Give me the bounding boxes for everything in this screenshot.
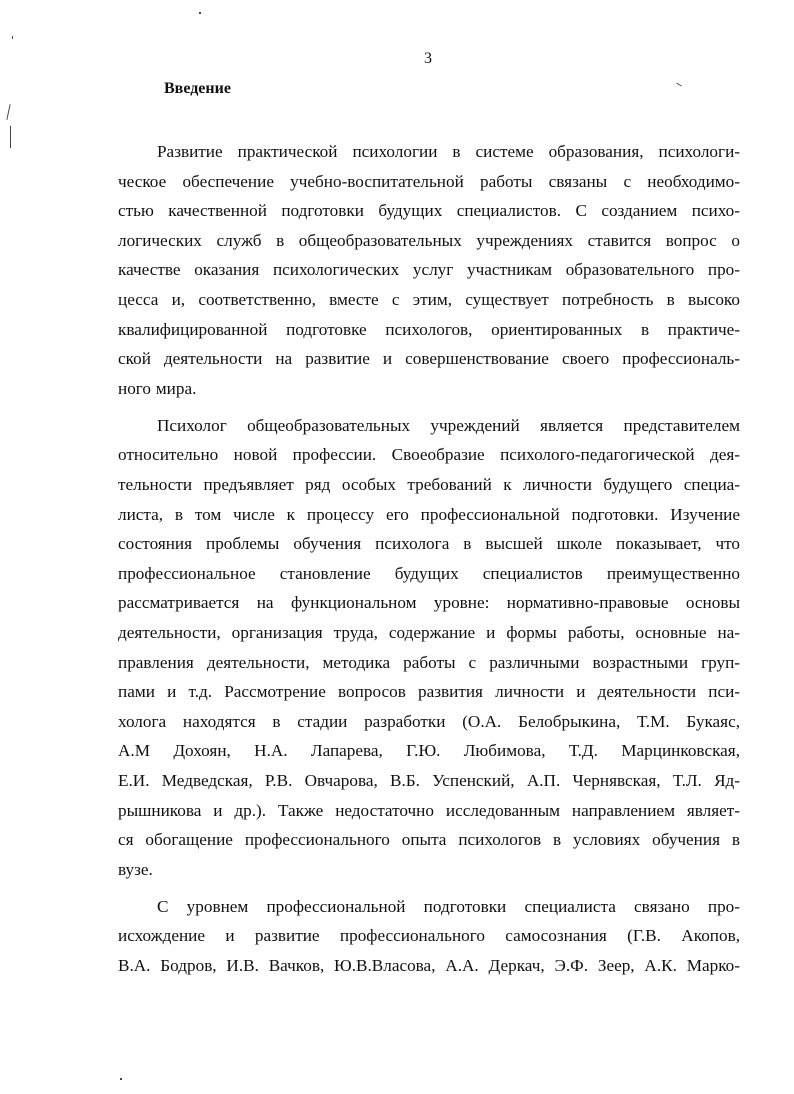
text-line: пами и т.д. Рассмотрение вопросов развития личности и деятельности пси-: [118, 682, 740, 702]
text-line: профессиональное становление будущих специалистов преимущественно: [118, 563, 740, 583]
text-line: Е.И. Медведская, Р.В. Овчарова, В.Б. Успенский, А.П. Чернявская, Т.Л. Яд-: [118, 770, 740, 790]
paragraph-3: [118, 892, 740, 981]
text-line: правления деятельности, методика работы с различными возрастными груп-: [118, 652, 740, 672]
text-line: цесса и, соответственно, вместе с этим, существует потребность в высоко: [118, 289, 740, 309]
scan-speck: [10, 126, 11, 148]
text-line: логических служб в общеобразовательных учреждениях ставится вопрос о: [118, 230, 740, 250]
text-line: ческое обеспечение учебно-воспитательной работы связаны с необходимо-: [118, 171, 740, 191]
text-line: ного мира.: [118, 378, 197, 398]
text-line: ся обогащение профессионального опыта психологов в условиях обучения в: [118, 830, 740, 850]
text-line: вузе.: [118, 859, 153, 879]
text-line: ской деятельности на развитие и совершенствование своего профессиональ-: [118, 349, 740, 369]
scan-speck: [12, 36, 13, 39]
text-line: качестве оказания психологических услуг участникам образовательного про-: [118, 260, 740, 280]
text-line: квалифицированной подготовке психологов, ориентированных в практиче-: [118, 319, 740, 339]
text-line: Развитие практической психологии в системе образования, психологи-: [157, 142, 740, 161]
text-line: А.М Дохоян, Н.А. Лапарева, Г.Ю. Любимова, Т.Д. Марцинковская,: [118, 741, 740, 761]
text-line: С уровнем профессиональной подготовки специалиста связано про-: [157, 896, 740, 916]
paragraph-2: [118, 411, 740, 885]
text-line: состояния проблемы обучения психолога в высшей школе показывает, что: [118, 534, 740, 554]
scan-speck: [6, 104, 10, 120]
scan-speck: [676, 83, 682, 87]
text-line: Психолог общеобразовательных учреждений является представителем: [157, 415, 740, 435]
text-line: холога находятся в стадии разработки (О.А. Белобрыкина, Т.М. Букаяс,: [118, 711, 740, 731]
paragraph-1: [118, 137, 740, 403]
text-line: рышникова и др.). Также недостаточно исследованным направлением являет-: [118, 800, 740, 820]
text-line: исхождение и развитие профессионального самосознания (Г.В. Акопов,: [118, 926, 740, 946]
text-line: деятельности, организация труда, содержание и формы работы, основные на-: [118, 623, 740, 642]
text-line: листа, в том числе к процессу его профессиональной подготовки. Изучение: [118, 504, 740, 524]
scan-speck: [199, 12, 201, 14]
scan-speck: [120, 1078, 122, 1080]
text-line: рассматривается на функциональном уровне: нормативно-правовые основы: [118, 593, 740, 613]
text-line: стью качественной подготовки будущих специалистов. С созданием психо-: [118, 201, 740, 221]
text-line: тельности предъявляет ряд особых требований к личности будущего специа-: [118, 475, 740, 495]
text-line: В.А. Бодров, И.В. Вачков, Ю.В.Власова, А.А. Деркач, Э.Ф. Зеер, А.К. Марко-: [118, 956, 740, 976]
text-line: относительно новой профессии. Своеобразие психолого-педагогической дея-: [118, 445, 740, 465]
page-number: 3: [424, 50, 432, 67]
section-heading: Введение: [164, 80, 231, 97]
body-text: [118, 137, 740, 988]
